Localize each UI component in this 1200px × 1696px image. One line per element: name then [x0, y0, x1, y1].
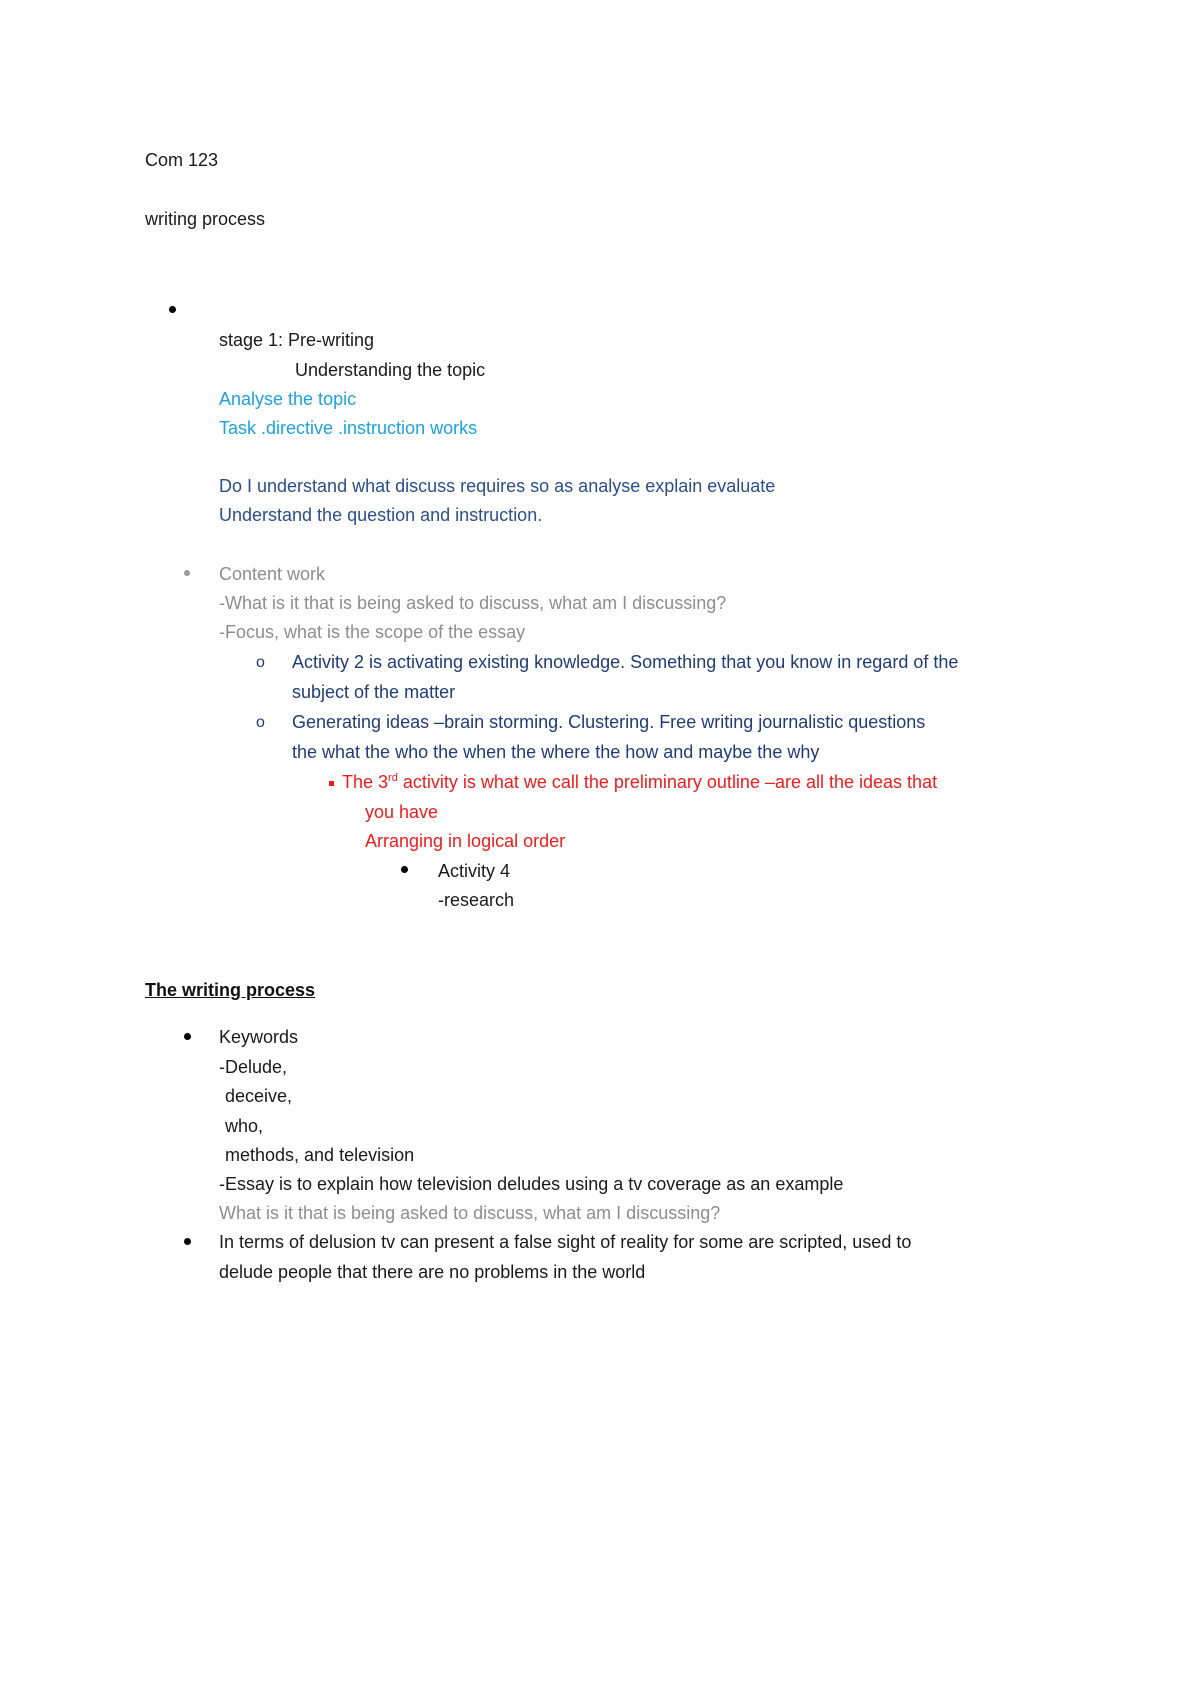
delusion-line-1: In terms of delusion tv can present a false sight of reality for some are scripted, used to: [219, 1232, 912, 1252]
circle-bullet-icon: o: [256, 654, 265, 671]
third-activity-line-1: [342, 770, 937, 794]
essay-line: -Essay is to explain how television deludes using a tv coverage as an example: [219, 1174, 844, 1194]
question-line-1: Do I understand what discuss requires so as analyse explain evaluate: [219, 476, 776, 496]
keyword-3: who,: [225, 1116, 264, 1136]
discuss-question: What is it that is being asked to discuss, what am I discussing?: [219, 1203, 721, 1223]
analyse-label: Analyse the topic: [219, 389, 357, 409]
activity2-line-1: Activity 2 is activating existing knowledge. Something that you know in regard of the: [292, 652, 959, 672]
keyword-4: methods, and television: [225, 1145, 415, 1165]
research-label: -research: [438, 890, 515, 910]
bullet-dot: [184, 1238, 191, 1245]
bullet-dot: [169, 306, 176, 313]
activity2-line-2: subject of the matter: [292, 682, 456, 702]
stage-label: stage 1: Pre-writing: [219, 330, 375, 350]
generating-line-2: the what the who the when the where the how and maybe the why: [292, 742, 820, 762]
keywords-label: Keywords: [219, 1027, 299, 1047]
section-heading: The writing process: [145, 980, 316, 1000]
content-line-2: -Focus, what is the scope of the essay: [219, 622, 526, 642]
content-title: Content work: [219, 564, 326, 584]
course-title: Com 123: [145, 150, 219, 170]
understanding-label: Understanding the topic: [295, 360, 486, 380]
arranging-label: Arranging in logical order: [365, 831, 566, 851]
bullet-dot: [184, 570, 190, 576]
bullet-dot: [401, 866, 408, 873]
circle-bullet-icon: o: [256, 714, 265, 731]
generating-line-1: Generating ideas –brain storming. Clustering. Free writing journalistic questions: [292, 712, 926, 732]
question-line-2: Understand the question and instruction.: [219, 505, 543, 525]
delusion-line-2: delude people that there are no problems in the world: [219, 1262, 646, 1282]
task-label: Task .directive .instruction works: [219, 418, 478, 438]
activity4-label: Activity 4: [438, 861, 511, 881]
third-activity-post: activity is what we call the preliminary outline –are all the ideas that: [397, 772, 938, 792]
content-line-1: -What is it that is being asked to discuss, what am I discussing?: [219, 593, 727, 613]
third-activity-pre: The 3: [342, 772, 389, 792]
third-activity-line-2: you have: [365, 802, 439, 822]
keyword-1: -Delude,: [219, 1057, 288, 1077]
subtitle: writing process: [145, 209, 266, 229]
bullet-dot: [184, 1033, 191, 1040]
square-bullet-icon: [329, 781, 334, 786]
ordinal-suffix: rd: [388, 772, 398, 784]
keyword-2: deceive,: [225, 1086, 293, 1106]
